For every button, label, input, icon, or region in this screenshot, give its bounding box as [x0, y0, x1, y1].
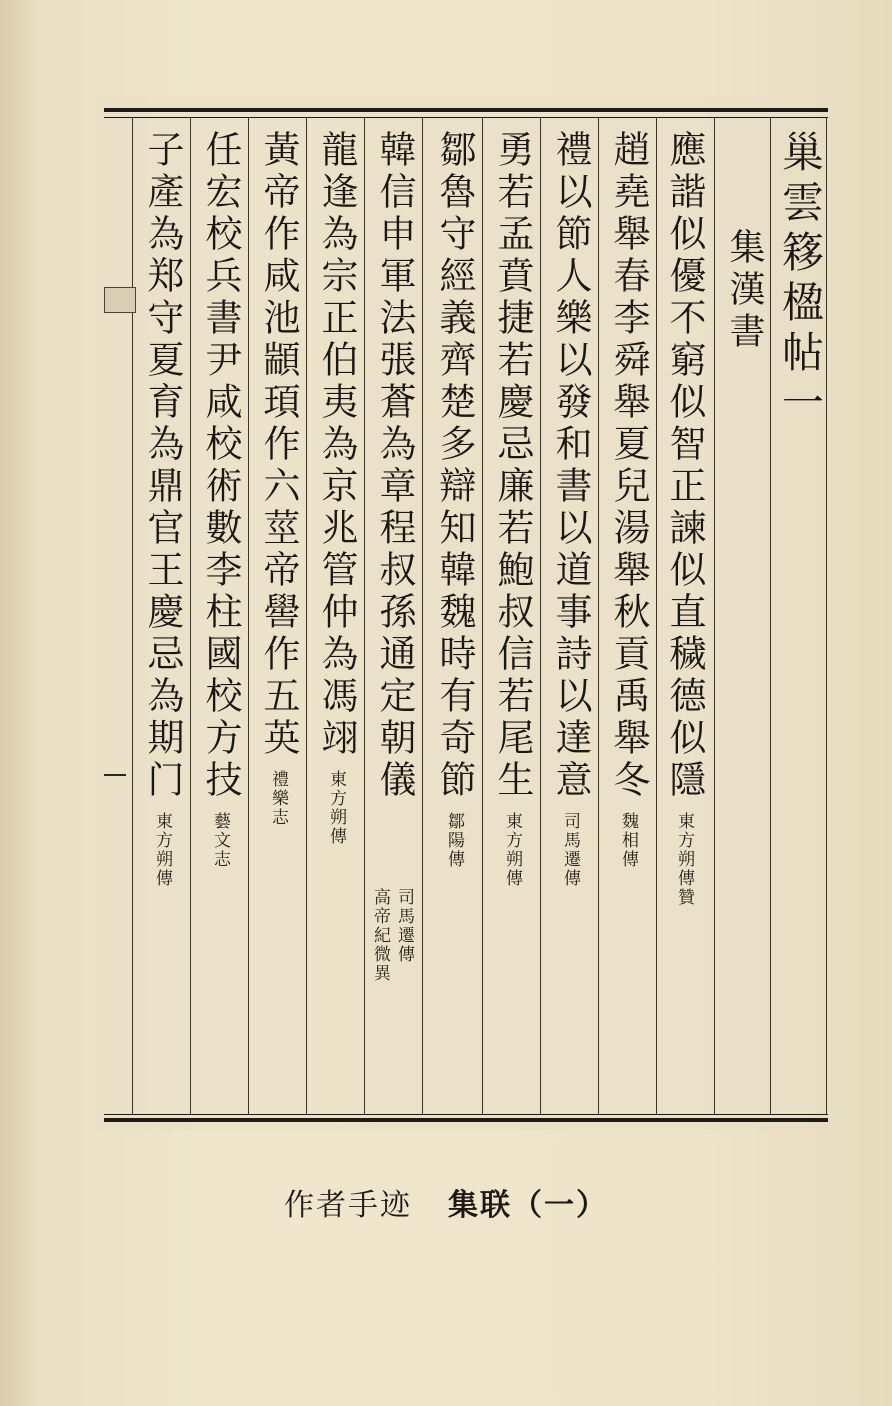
source-note: 鄒陽傳 — [444, 812, 464, 869]
column-rule — [364, 117, 365, 1115]
couplet-text: 鄒魯守經義齊楚多辯知韓魏時有奇節 — [433, 130, 476, 802]
couplet-column-3 — [542, 130, 598, 1110]
source-note: 禮樂志 — [268, 770, 288, 827]
couplet-column-4 — [484, 130, 540, 1110]
column-rule — [714, 117, 715, 1115]
source-note-b: 高帝紀微異 — [370, 888, 390, 983]
couplet-column-9 — [192, 130, 248, 1110]
side-tick-mark — [104, 774, 126, 776]
couplet-column-2 — [600, 130, 656, 1110]
couplet-column-5 — [426, 130, 482, 1110]
source-note: 司馬遷傳 — [560, 812, 580, 888]
section-subtitle: 集漢書 — [724, 228, 765, 354]
top-border-thick — [104, 108, 828, 112]
couplet-text: 應諧似優不窮似智正諫似直穢德似隱 — [663, 130, 706, 802]
album-title: 巢雲簃楹帖一 — [776, 130, 825, 430]
source-note: 東方朔傳 — [152, 812, 172, 888]
source-note: 東方朔傳 — [326, 770, 346, 846]
column-rule — [540, 117, 541, 1115]
couplet-text: 黃帝作咸池顓頊作六莖帝嚳作五英 — [257, 130, 300, 760]
couplet-text: 龍逢為宗正伯夷為京兆管仲為馮翊 — [315, 130, 358, 760]
top-border-thin — [104, 117, 828, 118]
column-rule — [598, 117, 599, 1115]
column-rule — [248, 117, 249, 1115]
source-note: 東方朔傳 — [502, 812, 522, 888]
column-rule — [482, 117, 483, 1115]
couplet-text: 任宏校兵書尹咸校術數李柱國校方技 — [199, 130, 242, 802]
couplet-text: 勇若孟賁捷若慶忌廉若鮑叔信若尾生 — [491, 130, 534, 802]
source-note-a: 司馬遷傳 — [394, 888, 414, 964]
couplet-text: 趙堯舉春李舜舉夏兒湯舉秋貢禹舉冬 — [607, 130, 650, 802]
couplet-text: 子產為郑守夏育為鼎官王慶忌為期门 — [141, 130, 184, 802]
source-note: 魏相傳 — [618, 812, 638, 869]
source-note: 東方朔傳贊 — [674, 812, 694, 907]
column-rule — [306, 117, 307, 1115]
couplet-column-7 — [308, 130, 364, 1110]
column-rule — [132, 117, 133, 1115]
couplet-text: 韓信申軍法張蒼為章程叔孫通定朝儀 — [373, 130, 416, 802]
source-note: 藝文志 — [210, 812, 230, 869]
caption-author-handwriting: 作者手迹 — [284, 1188, 412, 1223]
page-caption — [0, 1180, 892, 1224]
column-rule — [422, 117, 423, 1115]
fold-mark — [104, 287, 136, 313]
couplet-column-10 — [134, 130, 190, 1110]
caption-couplets: 集联（一） — [448, 1188, 608, 1223]
couplet-column-1 — [656, 130, 712, 1110]
couplet-column-8 — [250, 130, 306, 1110]
couplet-text: 禮以節人樂以發和書以道事詩以達意 — [549, 130, 592, 802]
column-rule — [190, 117, 191, 1115]
manuscript-frame — [104, 108, 828, 1126]
